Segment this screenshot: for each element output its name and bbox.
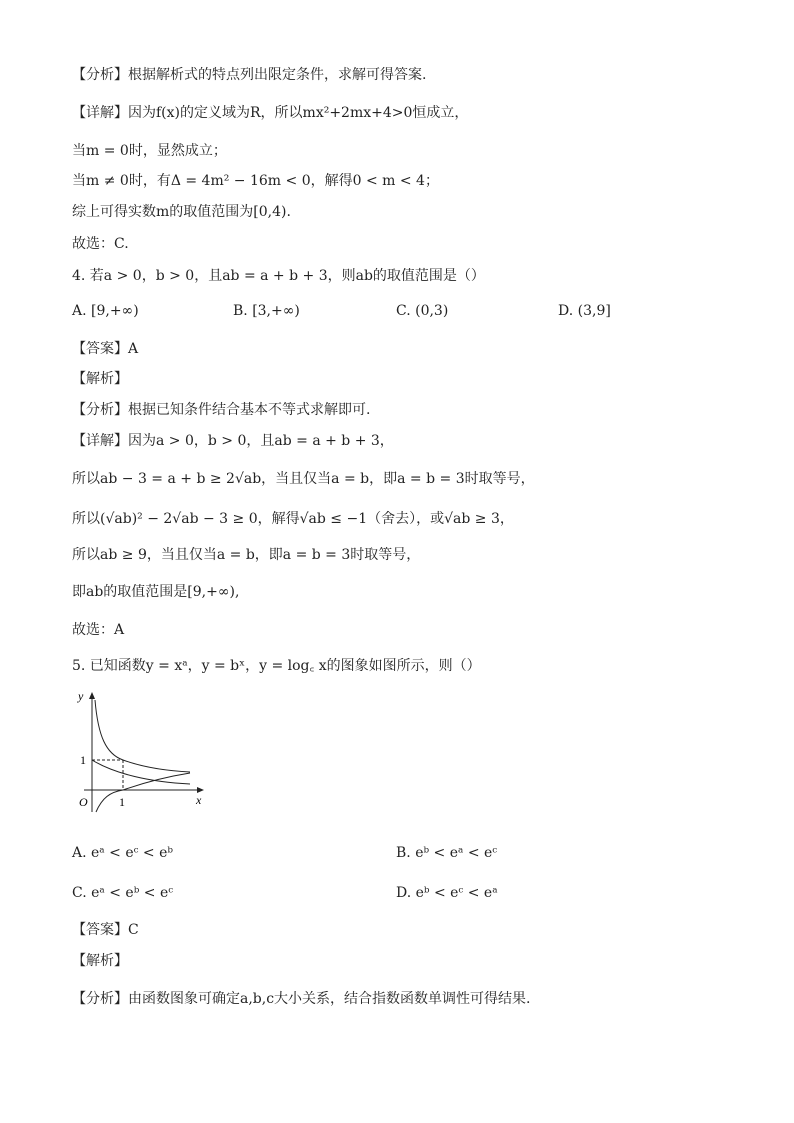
q4-step-2: 所以(√ab)² − 2√ab − 3 ≥ 0，解得√ab ≤ −1（舍去），或√ab ≥ 3， xyxy=(72,511,514,527)
q4-detail: 【详解】因为a > 0，b > 0，且ab = a + b + 3， xyxy=(72,433,394,449)
q4-option-c: C. (0,3) xyxy=(396,303,449,319)
q5-function-graph xyxy=(70,686,210,816)
q4-option-d: D. (3,9] xyxy=(558,303,611,319)
q4-option-b: B. [3,+∞) xyxy=(233,303,300,319)
q4-step-3: 所以ab ≥ 9，当且仅当a = b，即a = b = 3时取等号， xyxy=(72,547,421,563)
curve-exponential xyxy=(92,760,190,784)
q5-answer: 【答案】C xyxy=(72,922,139,938)
tick-one-y: 1 xyxy=(80,753,86,767)
q5-jiexi-label: 【解析】 xyxy=(72,953,128,969)
q4-answer: 【答案】A xyxy=(72,341,139,357)
q3-summary: 综上可得实数m的取值范围为[0,4). xyxy=(72,204,291,220)
q3-case-m-zero: 当m = 0时，显然成立； xyxy=(72,143,227,159)
q5-stem: 5. 已知函数y = xᵃ，y = bˣ，y = log꜀ x的图象如图所示，则（） xyxy=(72,658,481,674)
q4-analysis: 【分析】根据已知条件结合基本不等式求解即可. xyxy=(72,402,371,418)
q5-analysis: 【分析】由函数图象可确定a,b,c大小关系，结合指数函数单调性可得结果. xyxy=(72,991,531,1007)
q4-stem: 4. 若a > 0，b > 0，且ab = a + b + 3，则ab的取值范围是（） xyxy=(72,268,485,284)
q3-detail: 【详解】因为f(x)的定义域为R，所以mx²+2mx+4>0恒成立， xyxy=(72,105,469,121)
origin-label: O xyxy=(79,795,88,809)
q4-step-4: 即ab的取值范围是[9,+∞), xyxy=(72,584,240,600)
y-axis-arrow xyxy=(89,692,95,699)
q5-option-c: C. eᵃ < eᵇ < eᶜ xyxy=(72,885,174,901)
q5-option-a: A. eᵃ < eᶜ < eᵇ xyxy=(72,845,173,861)
q3-case-m-nonzero: 当m ≠ 0时，有Δ = 4m² − 16m < 0，解得0 < m < 4； xyxy=(72,173,439,189)
q4-step-1: 所以ab − 3 = a + b ≥ 2√ab，当且仅当a = b，即a = b = 3时取等号， xyxy=(72,471,535,487)
x-label: x xyxy=(196,793,202,807)
q4-option-a: A. [9,+∞) xyxy=(72,303,139,319)
q3-analysis: 【分析】根据解析式的特点列出限定条件，求解可得答案. xyxy=(72,67,427,83)
q4-choice: 故选：A xyxy=(72,622,125,638)
q4-jiexi-label: 【解析】 xyxy=(72,371,128,387)
q3-choice: 故选：C. xyxy=(72,236,129,252)
tick-one-x: 1 xyxy=(119,795,125,809)
y-label: y xyxy=(78,689,84,703)
q5-option-b: B. eᵇ < eᵃ < eᶜ xyxy=(396,845,498,861)
curve-power xyxy=(95,700,190,772)
q5-option-d: D. eᵇ < eᶜ < eᵃ xyxy=(396,885,498,901)
